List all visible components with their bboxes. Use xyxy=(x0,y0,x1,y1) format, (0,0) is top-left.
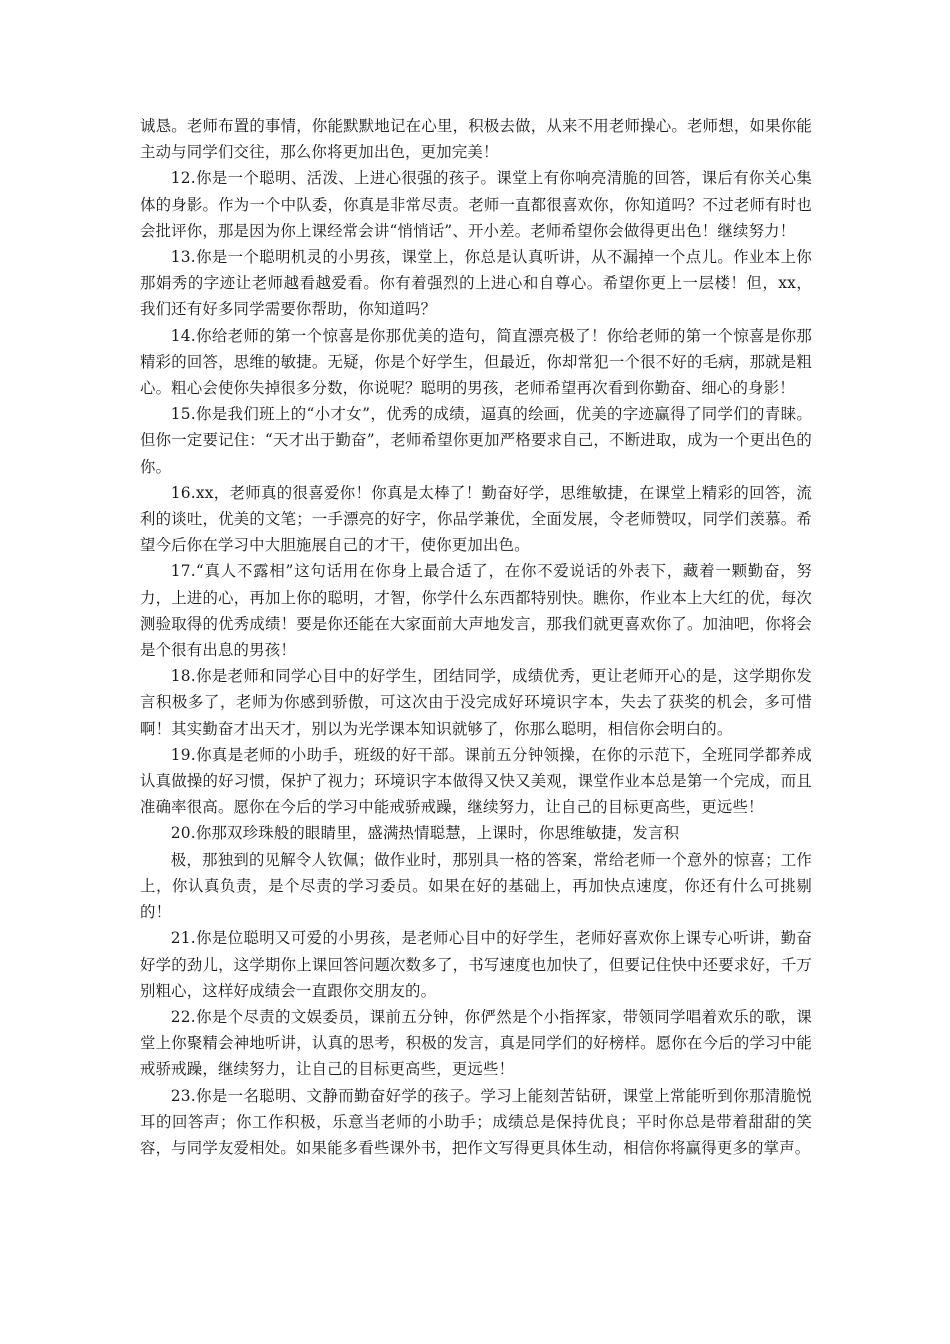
paragraph-comment-12: 12.你是一个聪明、活泼、上进心很强的孩子。课堂上有你响亮清脆的回答，课后有你关心集体的身影。作为一个中队委，你真是非常尽责。老师一直都很喜欢你，你知道吗？不过老师有时也会批评你，那是因为你上课经常会讲“悄悄话”、开小差。老师希望你会做得更出色！继续努力！ xyxy=(140,169,812,240)
paragraph-comment-23: 23.你是一名聪明、文静而勤奋好学的孩子。学习上能刻苦钻研，课堂上常能听到你那清脆悦耳的回答声；你工作积极，乐意当老师的小助手；成绩总是保持优良；平时你总是带着甜甜的笑容，与同学友爱相处。如果能多看些课外书，把作文写得更具体生动，相信你将赢得更多的掌声。 xyxy=(140,1086,812,1157)
paragraph-continuation: 诚恳。老师布置的事情，你能默默地记在心里，积极去做，从来不用老师操心。老师想，如果你能主动与同学们交往，那么你将更加出色，更加完美！ xyxy=(140,117,812,162)
paragraph-comment-20: 20.你那双珍珠般的眼睛里，盛满热情聪慧，上课时，你思维敏捷，发言积 xyxy=(170,824,680,843)
paragraph-comment-15: 15.你是我们班上的“小才女”，优秀的成绩，逼真的绘画，优美的字迹赢得了同学们的青睐。但你一定要记住：“天才出于勤奋”，老师希望你更加严格要求自己，不断进取，成为一个更出色的你。 xyxy=(140,405,812,476)
document-page xyxy=(140,113,812,1161)
paragraph-comment-19: 19.你真是老师的小助手，班级的好干部。课前五分钟领操，在你的示范下，全班同学都养成认真做操的好习惯，保护了视力；环境识字本做得又快又美观，课堂作业本总是第一个完成，而且准确率很高。愿你在今后的学习中能戒骄戒躁，继续努力，让自己的目标更高些，更远些！ xyxy=(140,745,812,817)
paragraph-comment-20-continued: 极，那独到的见解令人钦佩；做作业时，那别具一格的答案，常给老师一个意外的惊喜；工作上，你认真负责，是个尽责的学习委员。如果在好的基础上，再加快点速度，你还有什么可挑剔的！ xyxy=(140,850,812,922)
paragraph-comment-18: 18.你是老师和同学心目中的好学生，团结同学，成绩优秀，更让老师开心的是，这学期你发言积极多了，老师为你感到骄傲，可这次由于没完成好环境识字本，失去了获奖的机会，多可惜啊！其实勤奋才出天才，别以为光学课本知识就够了，你那么聪明，相信你会明白的。 xyxy=(140,667,812,738)
paragraph-comment-14: 14.你给老师的第一个惊喜是你那优美的造句，简直漂亮极了！你给老师的第一个惊喜是你那精彩的回答，思维的敏捷。无疑，你是个好学生，但最近，你却常犯一个很不好的毛病，那就是粗心。粗心会使你失掉很多分数，你说呢？聪明的男孩，老师希望再次看到你勤奋、细心的身影！ xyxy=(140,326,812,398)
paragraph-comment-21: 21.你是位聪明又可爱的小男孩，是老师心目中的好学生，老师好喜欢你上课专心听讲，勤奋好学的劲儿，这学期你上课回答问题次数多了，书写速度也加快了，但要记住快中还要求好，千万别粗心，这样好成绩会一直跟你交朋友的。 xyxy=(140,929,812,1000)
paragraph-comment-13: 13.你是一个聪明机灵的小男孩，课堂上，你总是认真听讲，从不漏掉一个点儿。作业本上你那娟秀的字迹让老师越看越爱看。你有着强烈的上进心和自尊心。希望你更上一层楼！但，xx，我们还有好多同学需要你帮助，你知道吗？ xyxy=(140,248,812,319)
paragraph-comment-16: 16.xx，老师真的很喜爱你！你真是太棒了！勤奋好学，思维敏捷，在课堂上精彩的回答，流利的谈吐，优美的文笔；一手漂亮的好字，你品学兼优，全面发展，令老师赞叹，同学们羡慕。希望今后你在学习中大胆施展自己的才干，使你更加出色。 xyxy=(140,483,812,555)
paragraph-comment-17: 17.“真人不露相”这句话用在你身上最合适了，在你不爱说话的外表下，藏着一颗勤奋，努力，上进的心，再加上你的聪明，才智，你学什么东西都特别快。瞧你，作业本上大红的优，每次测验取得的优秀成绩！要是你还能在大家面前大声地发言，那我们就更喜欢你了。加油吧，你将会是个很有出息的男孩！ xyxy=(140,562,812,660)
paragraph-comment-22: 22.你是个尽责的文娱委员，课前五分钟，你俨然是个小指挥家，带领同学唱着欢乐的歌，课堂上你聚精会神地听讲，认真的思考，积极的发言，真是同学们的好榜样。愿你在今后的学习中能戒骄戒躁，继续努力，让自己的目标更高些，更远些！ xyxy=(140,1007,812,1079)
